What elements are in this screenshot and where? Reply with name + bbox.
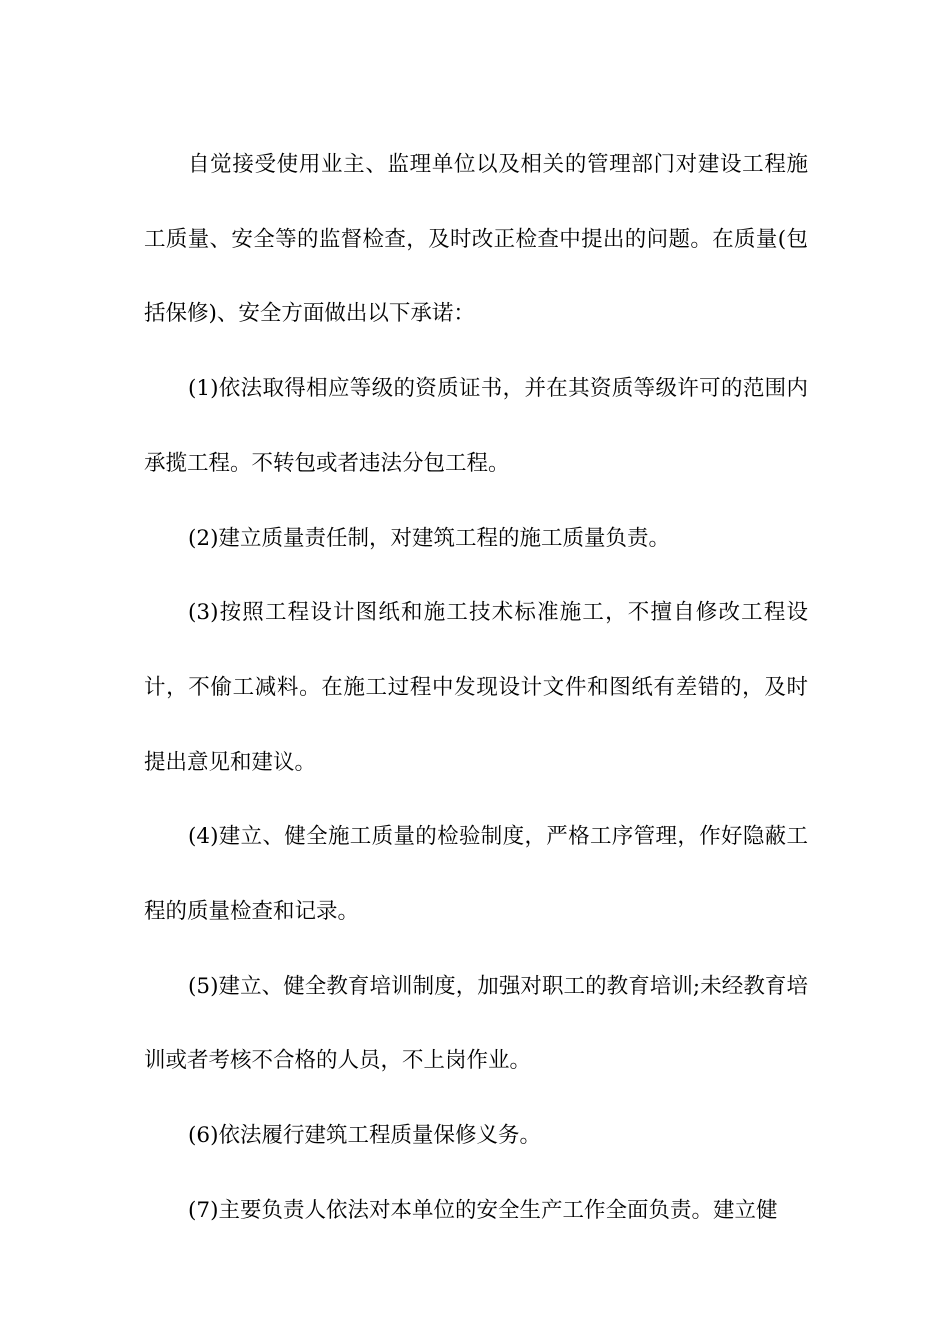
paragraph-item-5: (5)建立、健全教育培训制度，加强对职工的教育培训;未经教育培训或者考核不合格的人员，不上岗作业。 bbox=[144, 973, 808, 1074]
paragraph-item-7: (7)主要负责人依法对本单位的安全生产工作全面负责。建立健 bbox=[188, 1197, 778, 1223]
paragraph-item-2: (2)建立质量责任制，对建筑工程的施工质量负责。 bbox=[188, 525, 670, 551]
paragraph-item-6: (6)依法履行建筑工程质量保修义务。 bbox=[188, 1123, 541, 1149]
paragraph-item-3: (3)按照工程设计图纸和施工技术标准施工，不擅自修改工程设计，不偷工减料。在施工过程中发现设计文件和图纸有差错的，及时提出意见和建议。 bbox=[144, 600, 808, 775]
paragraph-intro: 自觉接受使用业主、监理单位以及相关的管理部门对建设工程施工质量、安全等的监督检查，及时改正检查中提出的问题。在质量(包括保修)、安全方面做出以下承诺： bbox=[144, 152, 808, 327]
document-body bbox=[144, 128, 808, 1249]
paragraph-item-1: (1)依法取得相应等级的资质证书，并在其资质等级许可的范围内承揽工程。不转包或者违法分包工程。 bbox=[144, 376, 808, 476]
paragraph-item-4: (4)建立、健全施工质量的检验制度，严格工序管理，作好隐蔽工程的质量检查和记录。 bbox=[144, 824, 808, 925]
